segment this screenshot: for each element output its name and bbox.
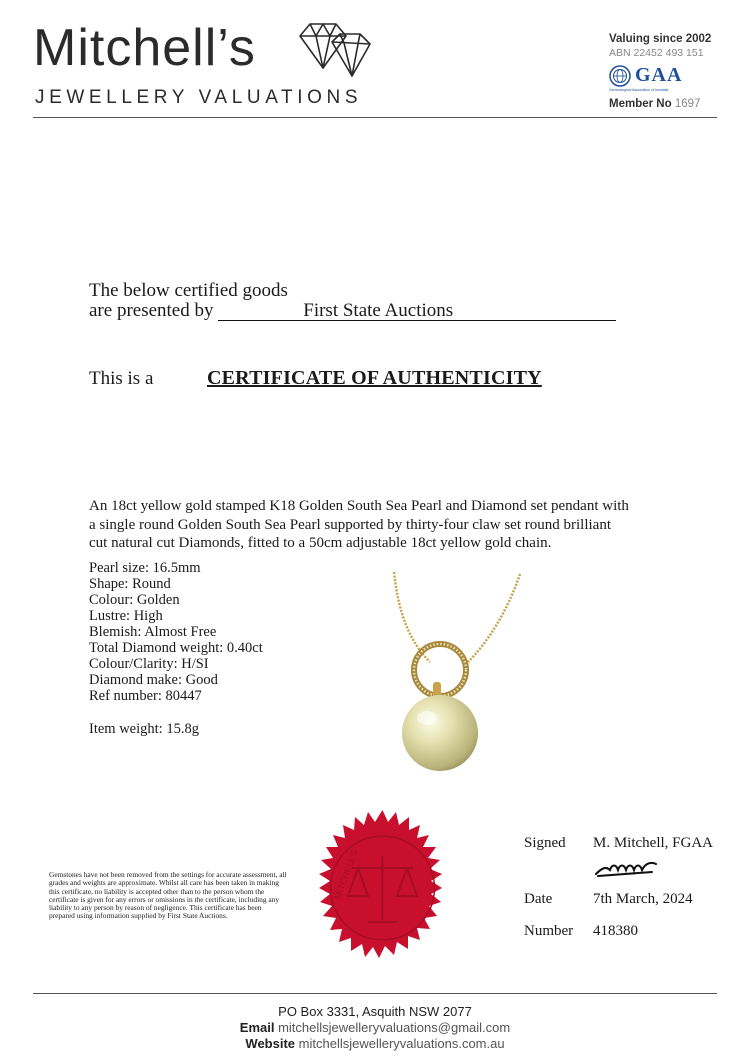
- spec-ref-number: Ref number: 80447: [89, 688, 202, 704]
- gaa-logo: [609, 64, 729, 87]
- brand-name: Mitchell’s: [33, 19, 256, 77]
- item-weight: Item weight: 15.8g: [89, 721, 199, 737]
- presented-by-label: are presented by: [89, 300, 214, 321]
- brand-tagline: JEWELLERY VALUATIONS: [35, 87, 363, 108]
- spec-shape: Shape: Round: [89, 576, 171, 592]
- website-link[interactable]: mitchellsjewelleryvaluations.com.au: [298, 1036, 505, 1051]
- website-label: Website: [245, 1036, 296, 1051]
- footer-website: [0, 1036, 750, 1051]
- disclaimer-text: Gemstones have not been removed from the settings for accurate assessment, all grades and weights are approximate. Whilst all care has been taken in making this certificate, no liability is accepted other than to the person whom the certificate is given for any errors or omissions in the certificate, including any liability to any person by reason of negligence. This certificate has been prepared using information supplied by First State Auctions.: [49, 870, 287, 921]
- spec-colour-clarity: Colour/Clarity: H/SI: [89, 656, 209, 672]
- gaa-subtitle: Gemmological Association of Australia: [609, 88, 669, 92]
- this-is-a-label: This is a: [89, 368, 154, 389]
- member-label: Member No: [609, 98, 672, 110]
- pendant-photo: [380, 570, 540, 775]
- header-credentials: [609, 33, 729, 110]
- signed-value: M. Mitchell, FGAA: [593, 835, 713, 851]
- gaa-globe-icon: [609, 65, 631, 87]
- number-label: Number: [524, 923, 574, 939]
- seal-text: MITCHELL'S: [332, 848, 360, 901]
- email-link[interactable]: mitchellsjewelleryvaluations@gmail.com: [278, 1020, 511, 1035]
- spec-lustre: Lustre: High: [89, 608, 163, 624]
- abn-number: ABN 22452 493 151: [609, 47, 704, 59]
- diamond-logo-icon: [296, 20, 374, 82]
- footer-address: PO Box 3331, Asquith NSW 2077: [278, 1004, 472, 1019]
- gaa-text: GAA: [635, 64, 683, 86]
- footer-email: [0, 1020, 750, 1035]
- intro-line-2: [89, 301, 616, 321]
- spec-colour: Colour: Golden: [89, 592, 180, 608]
- item-description: An 18ct yellow gold stamped K18 Golden South Sea Pearl and Diamond set pendant with a single round Golden South Sea Pearl supported by thirty-four claw set round brilliant cut natural cut Diamonds, fitted to a 50cm adjustable 18ct yellow gold chain.: [89, 498, 629, 551]
- signature-image: [592, 858, 662, 880]
- certificate-number: 418380: [593, 923, 638, 939]
- member-number-value: 1697: [674, 98, 701, 110]
- intro-line-1: The below certified goods: [89, 280, 288, 301]
- member-number: [609, 98, 729, 110]
- specifications-list: [89, 560, 263, 704]
- valuing-since: Valuing since 2002: [609, 33, 712, 45]
- spec-diamond-make: Diamond make: Good: [89, 672, 218, 688]
- spec-blemish: Blemish: Almost Free: [89, 624, 217, 640]
- spec-diamond-weight: Total Diamond weight: 0.40ct: [89, 640, 263, 656]
- certificate-title: CERTIFICATE OF AUTHENTICITY: [207, 367, 542, 389]
- footer-divider: [33, 993, 717, 994]
- header-divider: [33, 117, 717, 118]
- wax-seal: [300, 808, 465, 973]
- date-value: 7th March, 2024: [593, 891, 693, 907]
- email-label: Email: [239, 1020, 275, 1035]
- presented-by-name: First State Auctions: [218, 301, 616, 321]
- spec-pearl-size: Pearl size: 16.5mm: [89, 560, 201, 576]
- date-label: Date: [524, 891, 553, 907]
- signed-label: Signed: [524, 835, 566, 851]
